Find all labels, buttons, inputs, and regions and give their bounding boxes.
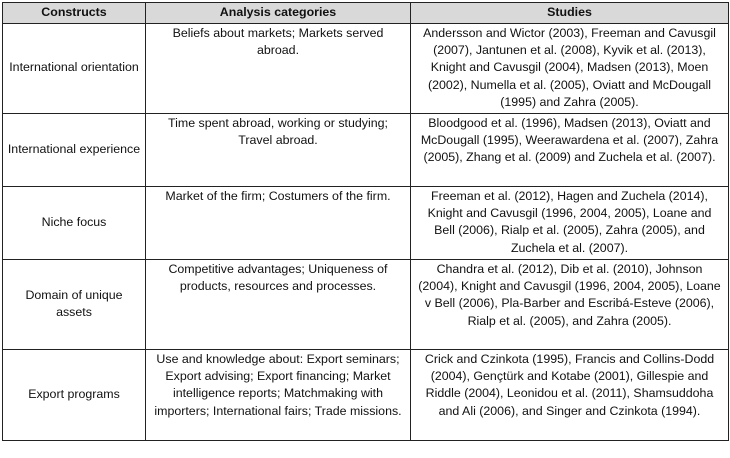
table-row	[3, 187, 729, 260]
analysis-cell: Competitive advantages; Uniqueness of products, resources and processes.	[146, 260, 411, 350]
analysis-cell: Use and knowledge about: Export seminars; Export advising; Export financing; Market intelligence reports; Matchmaking with importers; International fairs; Trade missions.	[146, 350, 411, 441]
table-row	[3, 114, 729, 187]
construct-cell: Domain of unique assets	[3, 260, 146, 350]
header-analysis-categories: Analysis categories	[146, 3, 411, 24]
construct-cell: International experience	[3, 114, 146, 187]
constructs-table	[2, 2, 729, 441]
construct-cell: Export programs	[3, 350, 146, 441]
construct-cell: International orientation	[3, 24, 146, 114]
table-row	[3, 260, 729, 350]
constructs-table-container	[2, 2, 728, 441]
analysis-cell: Time spent abroad, working or studying; Travel abroad.	[146, 114, 411, 187]
studies-cell: Chandra et al. (2012), Dib et al. (2010), Johnson (2004), Knight and Cavusgil (1996, 2004, 2005), Loane v Bell (2006), Pla-Barber and Escribá-Esteve (2006), Rialp et al. (2005), and Zahra (2005).	[411, 260, 729, 350]
studies-cell: Andersson and Wictor (2003), Freeman and Cavusgil (2007), Jantunen et al. (2008), Kyvik et al. (2013), Knight and Cavusgil (2004), Madsen (2013), Moen (2002), Numella et al. (2005), Oviatt and McDougall (1995) and Zahra (2005).	[411, 24, 729, 114]
analysis-cell: Market of the firm; Costumers of the firm.	[146, 187, 411, 260]
header-studies: Studies	[411, 3, 729, 24]
analysis-cell: Beliefs about markets; Markets served abroad.	[146, 24, 411, 114]
studies-cell: Freeman et al. (2012), Hagen and Zuchela (2014), Knight and Cavusgil (1996, 2004, 2005), Loane and Bell (2006), Rialp et al. (2005), Zahra (2005), and Zuchela et al. (2007).	[411, 187, 729, 260]
studies-cell: Crick and Czinkota (1995), Francis and Collins-Dodd (2004), Gençtürk and Kotabe (2001), Gillespie and Riddle (2004), Leonidou et al. (2011), Shamsuddoha and Ali (2006), and Singer and Czinkota (1994).	[411, 350, 729, 441]
table-row	[3, 24, 729, 114]
table-row	[3, 350, 729, 441]
header-row	[3, 3, 729, 24]
construct-cell: Niche focus	[3, 187, 146, 260]
header-constructs: Constructs	[3, 3, 146, 24]
studies-cell: Bloodgood et al. (1996), Madsen (2013), Oviatt and McDougall (1995), Weerawardena et al. (2007), Zahra (2005), Zhang et al. (2009) and Zuchela et al. (2007).	[411, 114, 729, 187]
